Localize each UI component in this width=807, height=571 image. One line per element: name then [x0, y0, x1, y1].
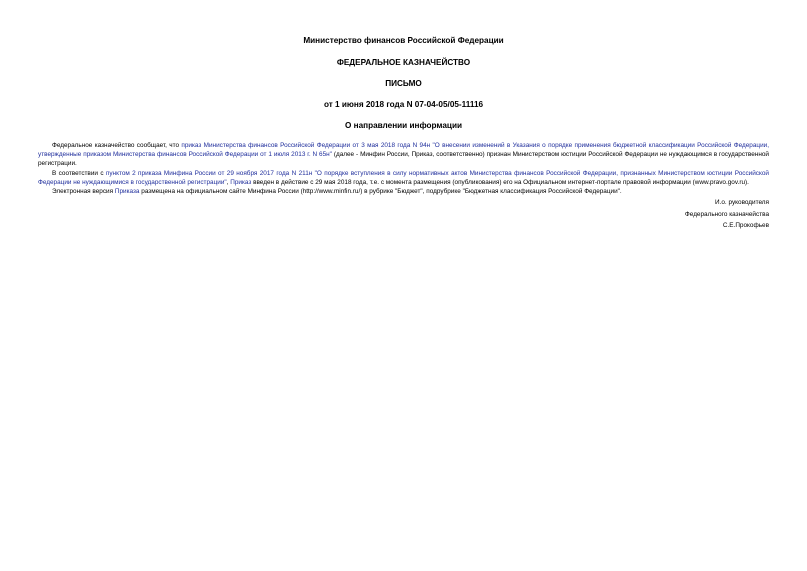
order-94n-link[interactable]: приказ Министерства финансов Российской Федерации от 3 мая 2018 года N 94н "О внесении изменений в Указания о порядке применения бюджетной классификации Российской Федерации, утвержденные приказом Министерства финансов Российской Федерации от 1 июля 2013 г. N 65н"	[38, 142, 769, 159]
document-body	[38, 141, 769, 196]
paragraph-1-text-2: (далее - Минфин России, Приказ, соответственно) признан Министерством юстиции Российской Федерации не нуждающимся в государственной регистрации.	[38, 151, 769, 168]
paragraph-1	[38, 141, 769, 169]
paragraph-2	[38, 169, 769, 187]
order-electronic-link[interactable]: Приказа	[114, 188, 140, 196]
paragraph-1-text-1: Федеральное казначейство сообщает, что	[52, 142, 182, 149]
paragraph-2-text-3: введен в действие с 29 мая 2018 года, т.е. с момента размещения (опубликования) его на Официальном интернет-портале правовой информации (www.pravo.gov.ru).	[251, 178, 749, 186]
document-subject: О направлении информации	[344, 121, 463, 130]
signatory-name: С.Е.Прокофьев	[722, 222, 769, 230]
signatory-position: И.о. руководителя	[715, 199, 769, 207]
paragraph-2-text-1: В соответствии с	[52, 169, 106, 177]
signatory-organization: Федерального казначейства	[684, 210, 769, 218]
document-type: ПИСЬМО	[385, 79, 422, 88]
paragraph-2-text-2: ,	[226, 178, 231, 186]
order-link[interactable]: Приказ	[230, 178, 252, 186]
paragraph-3-text-1: Электронная версия	[52, 188, 115, 196]
order-211n-link[interactable]: пунктом 2 приказа Минфина России от 29 ноября 2017 года N 211н "О порядке вступления в силу нормативных актов Министерства финансов Российской Федерации, признанных Министерством юстиции Российской Федерации не нуждающимися в государственной регистрации"	[38, 169, 769, 186]
issuer-ministry: Министерство финансов Российской Федерации	[303, 36, 504, 45]
paragraph-3-text-2: размещена на официальном сайте Минфина России (http://www.minfin.ru/) в рубрике "Бюджет", подрубрике "Бюджетная классификация Российской Федерации".	[139, 188, 622, 196]
document-date-number: от 1 июня 2018 года N 07-04-05/05-11116	[323, 100, 484, 109]
signature-block	[38, 197, 769, 231]
issuer-treasury: ФЕДЕРАЛЬНОЕ КАЗНАЧЕЙСТВО	[336, 58, 471, 67]
paragraph-3	[38, 187, 769, 196]
